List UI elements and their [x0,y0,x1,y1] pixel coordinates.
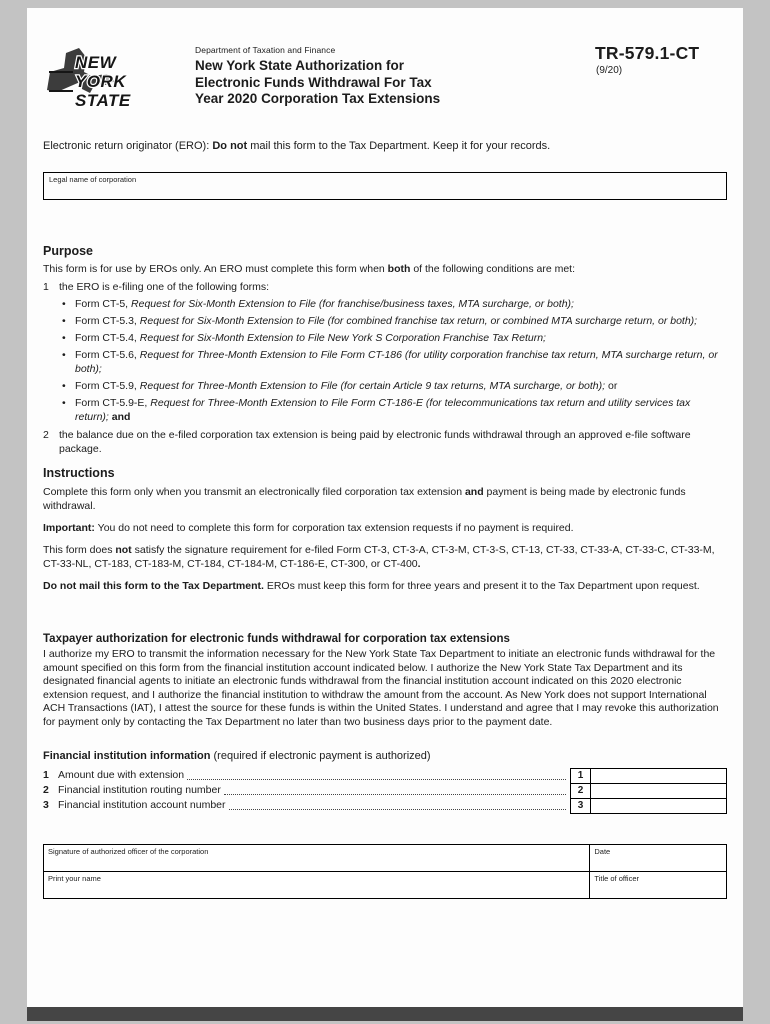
logo-word-york: YORK [75,72,127,91]
ero-note: Electronic return originator (ERO): Do not mail this form to the Tax Department. Keep it for your records. [43,140,551,152]
row-label: Amount due with extension [58,768,185,781]
purpose-item-1-text: the ERO is e-filing one of the following forms: [59,281,270,293]
logo-word-state: STATE [75,91,131,110]
form-header [43,42,727,117]
instructions-heading: Instructions [43,466,115,480]
list-item: • Form CT-5.6, Request for Three-Month Extension to File Form CT-186 (for utility corporation franchise tax return, MTA surcharge return, or both); [62,348,727,376]
form-number: TR-579.1-CT [595,43,700,63]
financial-info-rows [43,768,727,814]
form-id-block [595,42,727,76]
list-item: • Form CT-5.9, Request for Three-Month Extension to File (for certain Article 9 tax returns, MTA surcharge, or both); or [62,379,727,393]
authorization-body: I authorize my ERO to transmit the information necessary for the New York State Tax Department to initiate an electronic funds withdrawal for the amount specified on this form from the financial institution account indicated below. I authorize the New York State Tax Department and its designated financial agents to initiate an electronic funds withdrawal from the financial institution account indicated on this 2020 electronic extension request, and I authorize the financial institution to withdraw the amount from the account. As New York does not support International ACH Transactions (IAT), I attest the source for these funds is within the United States. I understand and agree that I may revoke this authorization for payment only by contacting the Tax Department no later than two business days prior to the payment date. [43,648,719,728]
print-name-field[interactable] [44,871,590,898]
list-item: • Form CT-5.3, Request for Six-Month Extension to File (for combined franchise tax return, or combined MTA surcharge return, or both); [62,314,727,328]
title-of-officer-field[interactable] [590,871,727,898]
nys-logo [43,42,195,117]
print-name-field-label: Print your name [48,873,101,883]
instructions-paragraph: Do not mail this form to the Tax Department. EROs must keep this form for three years and present it to the Tax Department upon request. [43,580,700,592]
purpose-intro: This form is for use by EROs only. An ERO must complete this form when both of the following conditions are met: [43,263,576,275]
list-item: • Form CT-5.9-E, Request for Three-Month Extension to File Form CT-186-E (for telecommunications tax return and utility services tax return); and [62,396,727,424]
form-title-line-3: Year 2020 Corporation Tax Extensions [195,91,441,106]
new-york-state-map-icon [43,44,151,112]
signature-field[interactable] [44,844,590,871]
purpose-item-2-text: the balance due on the e-filed corporation tax extension is being paid by electronic funds withdrawal through an approved e-file software package. [59,429,691,455]
purpose-item-2 [43,428,727,456]
date-field[interactable] [590,844,727,871]
form-title-line-1: New York State Authorization for [195,58,405,73]
purpose-item-1-number: 1 [43,281,49,293]
financial-row-routing-number [43,783,727,799]
instructions-paragraph: Important: You do not need to complete this form for corporation tax extension requests if no payment is required. [43,522,574,534]
purpose-item-2-number: 2 [43,429,49,441]
form-revision: (9/20) [596,65,623,76]
scan-edge-bar [27,1007,743,1021]
row-number: 3 [43,798,49,811]
dotted-leader [224,783,566,795]
account-number-input[interactable] [591,798,727,814]
financial-info-heading: Financial institution information (required if electronic payment is authorized) [43,749,431,762]
row-number: 1 [43,768,49,781]
amount-due-input[interactable] [591,768,727,784]
list-item: • Form CT-5, Request for Six-Month Extension to File (for franchise/business taxes, MTA surcharge, or both); [62,297,727,311]
row-label: Financial institution routing number [58,783,221,796]
instructions-paragraph: Complete this form only when you transmit an electronically filed corporation tax extension and payment is being made by electronic funds withdrawal. [43,486,686,512]
logo-word-new: NEW [75,53,117,72]
header-titles [195,42,595,108]
row-box-number: 1 [570,768,591,784]
row-box-number: 2 [570,783,591,799]
row-box-number: 3 [570,798,591,814]
purpose-forms-list [43,297,727,424]
routing-number-input[interactable] [591,783,727,799]
purpose-heading: Purpose [43,244,94,258]
row-label: Financial institution account number [58,798,226,811]
list-item: • Form CT-5.4, Request for Six-Month Extension to File New York S Corporation Franchise Tax Return; [62,331,727,345]
financial-row-account-number [43,798,727,814]
purpose-item-1 [43,280,727,294]
title-of-officer-field-label: Title of officer [594,873,639,883]
date-field-label: Date [594,846,611,856]
form-title-line-2: Electronic Funds Withdrawal For Tax [195,74,432,90]
legal-name-label: Legal name of corporation [49,175,137,184]
financial-row-amount-due [43,768,727,784]
dotted-leader [229,798,566,810]
instructions-paragraph: This form does not satisfy the signature requirement for e-filed Form CT-3, CT-3-A, CT-3-M, CT-3-S, CT-13, CT-33, CT-33-A, CT-33-C, CT-33-M, CT-33-NL, CT-183, CT-183-M, CT-184, CT-184-M, CT-186-E, CT-300, or CT-400. [43,544,715,570]
form-page [27,8,743,1010]
form-title [195,58,595,108]
signature-table [43,844,727,899]
authorization-heading: Taxpayer authorization for electronic funds withdrawal for corporation tax extensions [43,633,510,645]
dotted-leader [187,768,566,780]
legal-name-field[interactable] [43,172,727,200]
row-number: 2 [43,783,49,796]
signature-field-label: Signature of authorized officer of the corporation [48,846,209,856]
agency-name: Department of Taxation and Finance [195,45,336,55]
